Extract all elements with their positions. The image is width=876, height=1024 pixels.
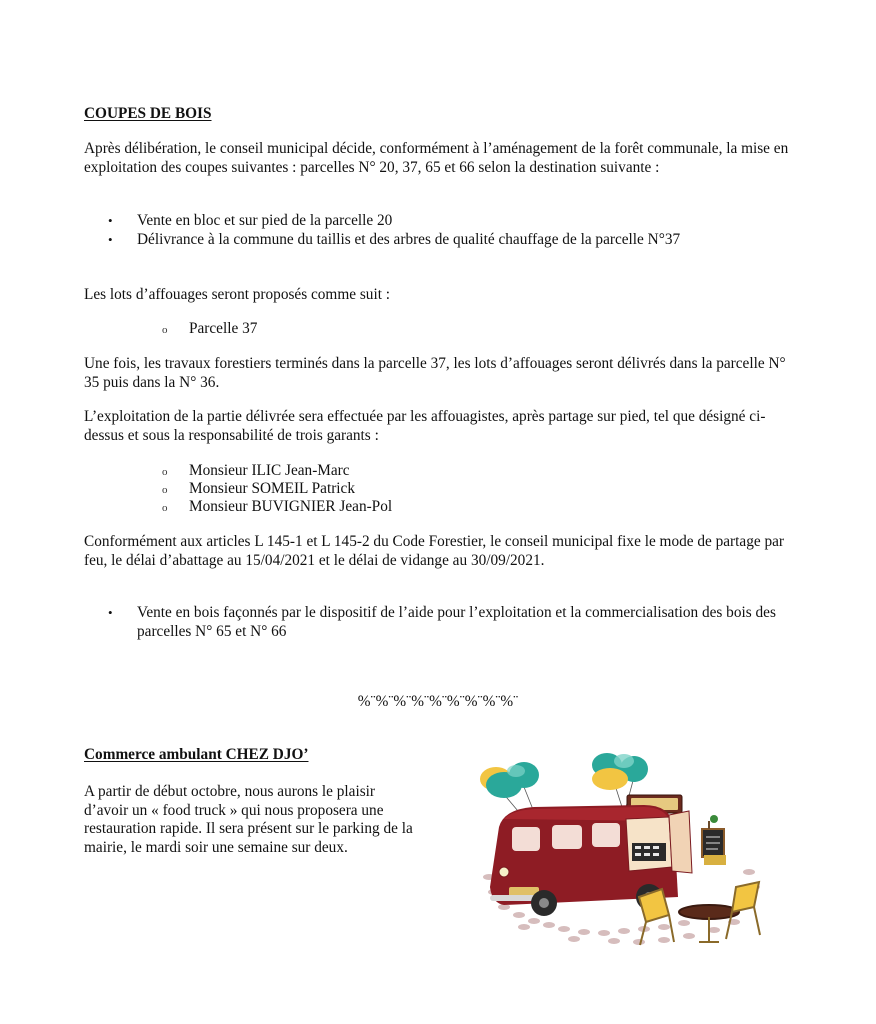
lots-intro: Les lots d’affouages seront proposés comme suit : [84,286,391,303]
list-item-text: Monsieur ILIC Jean-Marc [189,462,350,479]
list-item-text: Monsieur SOMEIL Patrick [189,480,355,497]
list-item-text: Monsieur BUVIGNIER Jean-Pol [189,498,393,515]
exploitation-paragraph: L’exploitation de la partie délivrée sera effectuée par les affouagistes, après partage sur pied, tel que désigné ci-dessus et sous la responsabilité de trois garants : [84,408,766,444]
food-truck-illustration [464,747,769,952]
bullet-icon: • [108,213,113,228]
code-forestier-paragraph: Conformément aux articles L 145-1 et L 145-2 du Code Forestier, le conseil municipal fixe le mode de partage par feu, le délai d’abattage au 15/04/2021 et le délai de vidange au 30/09/2021. [84,533,784,569]
list-item-text: Délivrance à la commune du taillis et des arbres de qualité chauffage de la parcelle N°37 [137,231,681,248]
circle-bullet-icon: o [162,502,168,514]
bullet-icon: • [108,232,113,247]
section-title-commerce-ambulant: Commerce ambulant CHEZ DJO’ [84,746,309,763]
list-item-text: Vente en bois façonnés par le dispositif de l’aide pour l’exploitation et la commercialisation des bois des parcelles N° 65 et N° 66 [137,604,776,640]
intro-paragraph: Après délibération, le conseil municipal décide, conformément à l’aménagement de la forêt communale, la mise en exploitation des coupes suivantes : parcelles N° 20, 37, 65 et 66 selon la destination suivante : [84,140,789,176]
bullet-icon: • [108,605,113,620]
list-item-text: Vente en bloc et sur pied de la parcelle 20 [137,212,393,229]
menu-board-icon [702,815,726,865]
section-title-coupes-de-bois: COUPES DE BOIS [84,105,212,122]
commerce-paragraph: A partir de début octobre, nous aurons le plaisir d’avoir un « food truck » qui nous proposera une restauration rapide. Il sera présent sur le parking de la mairie, le mardi soir une semaine sur deux. [84,783,413,856]
circle-bullet-icon: o [162,324,168,336]
circle-bullet-icon: o [162,484,168,496]
circle-bullet-icon: o [162,466,168,478]
list-item-text: Parcelle 37 [189,320,258,337]
section-separator: %¨%¨%¨%¨%¨%¨%¨%¨%¨ [357,693,519,710]
after-lots-paragraph: Une fois, les travaux forestiers terminés dans la parcelle 37, les lots d’affouages seront délivrés dans la parcelle N° 35 puis dans la N° 36. [84,355,786,391]
